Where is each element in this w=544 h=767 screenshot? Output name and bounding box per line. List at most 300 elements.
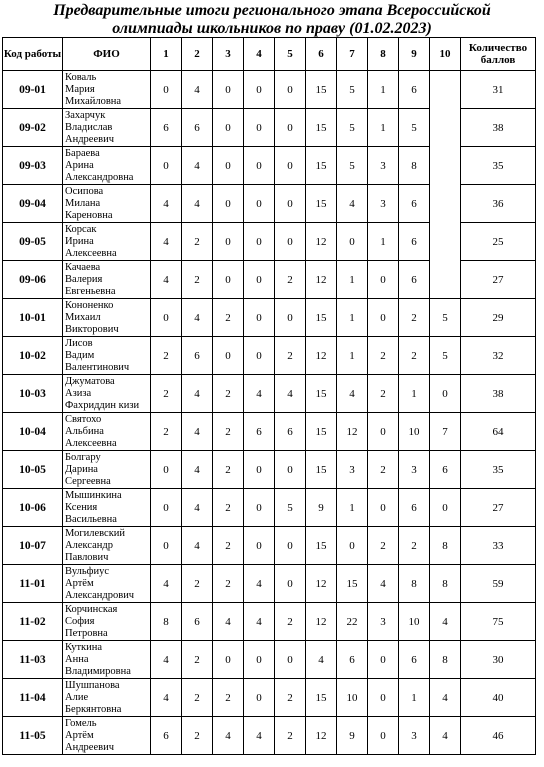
cell-task-10 (430, 109, 461, 147)
cell-total: 27 (461, 261, 536, 299)
cell-task-3: 0 (213, 185, 244, 223)
cell-task-1: 0 (151, 451, 182, 489)
fio-line: Джуматова (65, 375, 115, 387)
cell-task-9: 1 (399, 679, 430, 717)
cell-total: 75 (461, 603, 536, 641)
cell-task-4: 0 (244, 679, 275, 717)
cell-task-8: 0 (368, 261, 399, 299)
fio-line: Вульфиус (65, 565, 110, 577)
cell-task-9: 6 (399, 71, 430, 109)
fio-line: Беркянтовна (65, 703, 122, 715)
fio-line: Гомель (65, 717, 97, 729)
cell-task-8: 1 (368, 109, 399, 147)
cell-task-8: 3 (368, 185, 399, 223)
cell-task-5: 0 (275, 641, 306, 679)
fio-line: Артём (65, 729, 94, 741)
header-task-7: 7 (337, 38, 368, 71)
fio-line: Арина (65, 159, 94, 171)
cell-task-8: 0 (368, 679, 399, 717)
cell-task-4: 0 (244, 109, 275, 147)
cell-total: 27 (461, 489, 536, 527)
cell-task-10 (430, 147, 461, 185)
cell-task-8: 4 (368, 565, 399, 603)
cell-task-4: 0 (244, 451, 275, 489)
cell-task-6: 12 (306, 603, 337, 641)
cell-task-2: 4 (182, 413, 213, 451)
cell-task-3: 0 (213, 223, 244, 261)
cell-task-2: 2 (182, 261, 213, 299)
cell-task-8: 0 (368, 717, 399, 755)
fio-line: Бараева (65, 147, 100, 159)
cell-task-9: 3 (399, 717, 430, 755)
fio-line: Михайловна (65, 95, 122, 107)
fio-line: Сергеевна (65, 475, 111, 487)
cell-task-4: 0 (244, 489, 275, 527)
header-task-1: 1 (151, 38, 182, 71)
cell-code: 09-02 (3, 109, 63, 147)
cell-task-2: 4 (182, 147, 213, 185)
cell-code: 10-01 (3, 299, 63, 337)
table-body (3, 71, 536, 755)
cell-task-2: 2 (182, 565, 213, 603)
table-row (3, 717, 536, 755)
cell-fio (63, 337, 151, 375)
cell-total: 40 (461, 679, 536, 717)
cell-task-1: 2 (151, 413, 182, 451)
cell-task-10: 8 (430, 641, 461, 679)
cell-task-8: 2 (368, 527, 399, 565)
cell-task-10: 0 (430, 375, 461, 413)
cell-task-2: 4 (182, 489, 213, 527)
fio-line: Фахриддин кизи (65, 399, 140, 411)
fio-line: Петровна (65, 627, 108, 639)
cell-task-5: 0 (275, 527, 306, 565)
cell-code: 10-06 (3, 489, 63, 527)
cell-task-3: 0 (213, 109, 244, 147)
cell-fio (63, 413, 151, 451)
header-code: Код работы (3, 38, 63, 71)
cell-task-10: 8 (430, 565, 461, 603)
cell-task-3: 0 (213, 641, 244, 679)
cell-task-10: 4 (430, 679, 461, 717)
fio-line: Анна (65, 653, 89, 665)
fio-line: Альбина (65, 425, 104, 437)
fio-line: Шушпанова (65, 679, 120, 691)
cell-task-10: 5 (430, 337, 461, 375)
fio-line: Куткина (65, 641, 103, 653)
cell-task-8: 2 (368, 337, 399, 375)
fio-line: Александровна (65, 171, 134, 183)
cell-total: 29 (461, 299, 536, 337)
cell-task-4: 0 (244, 223, 275, 261)
fio-line: Милана (65, 197, 101, 209)
cell-total: 30 (461, 641, 536, 679)
table-row (3, 527, 536, 565)
cell-task-6: 12 (306, 565, 337, 603)
fio-line: Осипова (65, 185, 104, 197)
cell-task-4: 4 (244, 603, 275, 641)
cell-task-5: 4 (275, 375, 306, 413)
cell-task-8: 3 (368, 147, 399, 185)
cell-task-4: 0 (244, 261, 275, 299)
cell-task-7: 6 (337, 641, 368, 679)
fio-line: Мышинкина (65, 489, 122, 501)
fio-line: Валерия (65, 273, 103, 285)
cell-fio (63, 717, 151, 755)
cell-total: 64 (461, 413, 536, 451)
cell-task-7: 1 (337, 489, 368, 527)
table-row (3, 375, 536, 413)
cell-task-3: 0 (213, 337, 244, 375)
header-task-3: 3 (213, 38, 244, 71)
cell-task-1: 4 (151, 641, 182, 679)
header-task-5: 5 (275, 38, 306, 71)
cell-task-7: 10 (337, 679, 368, 717)
cell-task-1: 4 (151, 679, 182, 717)
cell-task-7: 5 (337, 71, 368, 109)
cell-task-1: 0 (151, 527, 182, 565)
cell-task-2: 4 (182, 299, 213, 337)
cell-fio (63, 109, 151, 147)
fio-line: Святохо (65, 413, 102, 425)
cell-task-6: 9 (306, 489, 337, 527)
table-row (3, 185, 536, 223)
cell-task-8: 0 (368, 413, 399, 451)
cell-task-8: 0 (368, 641, 399, 679)
cell-fio (63, 299, 151, 337)
fio-line: Качаева (65, 261, 101, 273)
cell-code: 11-02 (3, 603, 63, 641)
cell-task-7: 15 (337, 565, 368, 603)
fio-line: Валентинович (65, 361, 130, 373)
cell-task-2: 4 (182, 185, 213, 223)
cell-task-3: 2 (213, 679, 244, 717)
cell-task-6: 15 (306, 527, 337, 565)
fio-line: Павлович (65, 551, 109, 563)
cell-task-1: 0 (151, 71, 182, 109)
table-row (3, 299, 536, 337)
cell-task-7: 0 (337, 223, 368, 261)
cell-task-1: 6 (151, 717, 182, 755)
cell-task-9: 6 (399, 223, 430, 261)
cell-task-9: 8 (399, 565, 430, 603)
header-task-8: 8 (368, 38, 399, 71)
cell-task-8: 3 (368, 603, 399, 641)
table-row (3, 71, 536, 109)
cell-fio (63, 375, 151, 413)
cell-code: 09-04 (3, 185, 63, 223)
cell-task-8: 1 (368, 223, 399, 261)
cell-task-3: 0 (213, 147, 244, 185)
cell-task-3: 2 (213, 489, 244, 527)
cell-fio (63, 147, 151, 185)
cell-total: 25 (461, 223, 536, 261)
cell-fio (63, 261, 151, 299)
document-title (0, 2, 544, 38)
cell-task-10 (430, 185, 461, 223)
fio-line: Болгару (65, 451, 101, 463)
cell-task-1: 2 (151, 375, 182, 413)
cell-total: 36 (461, 185, 536, 223)
cell-task-1: 2 (151, 337, 182, 375)
cell-task-4: 0 (244, 641, 275, 679)
cell-total: 59 (461, 565, 536, 603)
cell-task-10 (430, 223, 461, 261)
fio-line: Андреевич (65, 741, 114, 753)
cell-task-9: 2 (399, 337, 430, 375)
cell-fio (63, 603, 151, 641)
cell-code: 10-05 (3, 451, 63, 489)
fio-line: Александрович (65, 589, 135, 601)
cell-task-5: 2 (275, 337, 306, 375)
cell-task-6: 12 (306, 223, 337, 261)
cell-task-3: 2 (213, 375, 244, 413)
cell-task-6: 12 (306, 337, 337, 375)
cell-task-4: 0 (244, 71, 275, 109)
fio-line: Ксения (65, 501, 98, 513)
table-row (3, 679, 536, 717)
cell-task-2: 6 (182, 109, 213, 147)
cell-task-3: 4 (213, 603, 244, 641)
cell-task-7: 22 (337, 603, 368, 641)
cell-task-1: 4 (151, 185, 182, 223)
cell-task-9: 2 (399, 527, 430, 565)
fio-line: Кареновна (65, 209, 113, 221)
cell-task-2: 6 (182, 337, 213, 375)
cell-task-6: 15 (306, 299, 337, 337)
cell-task-7: 12 (337, 413, 368, 451)
fio-line: Евгеньевна (65, 285, 116, 297)
fio-line: Владислав (65, 121, 113, 133)
fio-line: Захарчук (65, 109, 106, 121)
cell-task-2: 2 (182, 679, 213, 717)
cell-task-5: 0 (275, 299, 306, 337)
cell-task-4: 4 (244, 565, 275, 603)
cell-task-6: 12 (306, 261, 337, 299)
cell-task-7: 1 (337, 299, 368, 337)
table-row (3, 603, 536, 641)
cell-task-5: 2 (275, 603, 306, 641)
cell-task-1: 4 (151, 223, 182, 261)
cell-task-5: 0 (275, 565, 306, 603)
cell-task-3: 2 (213, 451, 244, 489)
cell-task-3: 2 (213, 413, 244, 451)
table-row (3, 641, 536, 679)
cell-fio (63, 565, 151, 603)
header-task-4: 4 (244, 38, 275, 71)
cell-task-10: 8 (430, 527, 461, 565)
cell-task-9: 10 (399, 413, 430, 451)
cell-task-3: 4 (213, 717, 244, 755)
cell-task-2: 6 (182, 603, 213, 641)
header-task-9: 9 (399, 38, 430, 71)
cell-task-6: 15 (306, 109, 337, 147)
cell-task-10: 4 (430, 603, 461, 641)
cell-code: 10-02 (3, 337, 63, 375)
cell-total: 33 (461, 527, 536, 565)
fio-line: Корсак (65, 223, 97, 235)
cell-task-7: 3 (337, 451, 368, 489)
fio-line: Мария (65, 83, 95, 95)
title-line-2: олимпиады школьников по праву (01.02.2023) (112, 20, 432, 37)
cell-task-10: 4 (430, 717, 461, 755)
cell-task-6: 15 (306, 451, 337, 489)
cell-task-2: 4 (182, 451, 213, 489)
table-row (3, 489, 536, 527)
cell-task-1: 0 (151, 147, 182, 185)
cell-total: 32 (461, 337, 536, 375)
cell-fio (63, 527, 151, 565)
cell-task-7: 9 (337, 717, 368, 755)
cell-task-4: 6 (244, 413, 275, 451)
header-fio: ФИО (63, 38, 151, 71)
cell-task-10: 7 (430, 413, 461, 451)
cell-task-7: 4 (337, 185, 368, 223)
cell-task-6: 15 (306, 185, 337, 223)
cell-task-9: 6 (399, 185, 430, 223)
cell-task-9: 1 (399, 375, 430, 413)
cell-code: 10-03 (3, 375, 63, 413)
cell-task-4: 0 (244, 185, 275, 223)
header-task-6: 6 (306, 38, 337, 71)
cell-task-6: 15 (306, 147, 337, 185)
cell-task-5: 0 (275, 185, 306, 223)
fio-line: Владимировна (65, 665, 131, 677)
cell-task-7: 1 (337, 337, 368, 375)
fio-line: Азиза (65, 387, 92, 399)
table-row (3, 565, 536, 603)
cell-task-7: 0 (337, 527, 368, 565)
cell-task-7: 4 (337, 375, 368, 413)
fio-line: Лисов (65, 337, 93, 349)
fio-line: Алие (65, 691, 89, 703)
cell-task-5: 2 (275, 679, 306, 717)
table-row (3, 109, 536, 147)
table-row (3, 413, 536, 451)
cell-task-2: 4 (182, 71, 213, 109)
cell-task-5: 0 (275, 109, 306, 147)
cell-task-5: 0 (275, 223, 306, 261)
cell-task-9: 6 (399, 489, 430, 527)
cell-task-3: 0 (213, 261, 244, 299)
fio-line: Дарина (65, 463, 98, 475)
cell-task-2: 4 (182, 375, 213, 413)
cell-task-10 (430, 71, 461, 109)
cell-task-6: 15 (306, 679, 337, 717)
cell-task-5: 5 (275, 489, 306, 527)
fio-line: Могилевский (65, 527, 126, 539)
cell-fio (63, 679, 151, 717)
results-table (2, 37, 536, 755)
cell-fio (63, 451, 151, 489)
cell-task-9: 5 (399, 109, 430, 147)
cell-task-5: 0 (275, 451, 306, 489)
cell-task-2: 2 (182, 223, 213, 261)
cell-task-7: 5 (337, 147, 368, 185)
cell-task-6: 15 (306, 375, 337, 413)
cell-task-7: 5 (337, 109, 368, 147)
cell-task-8: 1 (368, 71, 399, 109)
cell-task-6: 15 (306, 71, 337, 109)
cell-task-9: 2 (399, 299, 430, 337)
cell-fio (63, 641, 151, 679)
fio-line: Артём (65, 577, 94, 589)
fio-line: Коваль (65, 71, 97, 83)
cell-total: 38 (461, 109, 536, 147)
cell-task-2: 2 (182, 641, 213, 679)
cell-task-4: 4 (244, 375, 275, 413)
cell-task-7: 1 (337, 261, 368, 299)
cell-task-5: 0 (275, 71, 306, 109)
header-task-10: 10 (430, 38, 461, 71)
title-line-1: Предварительные итоги регионального этапа Всероссийской (53, 2, 491, 19)
cell-task-1: 0 (151, 299, 182, 337)
fio-line: Вадим (65, 349, 95, 361)
cell-task-4: 0 (244, 299, 275, 337)
cell-code: 11-04 (3, 679, 63, 717)
cell-total: 31 (461, 71, 536, 109)
cell-code: 09-05 (3, 223, 63, 261)
cell-task-8: 2 (368, 451, 399, 489)
cell-task-1: 8 (151, 603, 182, 641)
cell-task-3: 2 (213, 299, 244, 337)
cell-task-2: 4 (182, 527, 213, 565)
fio-line: Андреевич (65, 133, 114, 145)
cell-task-10: 6 (430, 451, 461, 489)
cell-task-10: 5 (430, 299, 461, 337)
cell-task-10: 0 (430, 489, 461, 527)
table-row (3, 223, 536, 261)
header-task-2: 2 (182, 38, 213, 71)
cell-total: 46 (461, 717, 536, 755)
cell-total: 35 (461, 451, 536, 489)
fio-line: Ирина (65, 235, 94, 247)
fio-line: Васильевна (65, 513, 117, 525)
cell-task-8: 0 (368, 299, 399, 337)
cell-task-6: 12 (306, 717, 337, 755)
cell-task-6: 4 (306, 641, 337, 679)
cell-task-1: 4 (151, 261, 182, 299)
header-total: Количество баллов (461, 38, 536, 71)
header-row (3, 38, 536, 71)
cell-task-4: 0 (244, 527, 275, 565)
table-row (3, 147, 536, 185)
cell-code: 09-06 (3, 261, 63, 299)
cell-task-9: 3 (399, 451, 430, 489)
cell-task-6: 15 (306, 413, 337, 451)
fio-line: Викторович (65, 323, 119, 335)
cell-task-4: 0 (244, 337, 275, 375)
cell-fio (63, 223, 151, 261)
cell-task-2: 2 (182, 717, 213, 755)
cell-task-10 (430, 261, 461, 299)
cell-task-8: 0 (368, 489, 399, 527)
fio-line: Алексеевна (65, 247, 117, 259)
cell-code: 11-03 (3, 641, 63, 679)
cell-task-9: 10 (399, 603, 430, 641)
table-row (3, 261, 536, 299)
cell-task-4: 4 (244, 717, 275, 755)
cell-task-9: 6 (399, 261, 430, 299)
cell-total: 38 (461, 375, 536, 413)
cell-task-3: 2 (213, 565, 244, 603)
cell-task-1: 0 (151, 489, 182, 527)
cell-code: 09-01 (3, 71, 63, 109)
cell-code: 10-07 (3, 527, 63, 565)
cell-task-8: 2 (368, 375, 399, 413)
cell-task-1: 4 (151, 565, 182, 603)
cell-task-3: 2 (213, 527, 244, 565)
